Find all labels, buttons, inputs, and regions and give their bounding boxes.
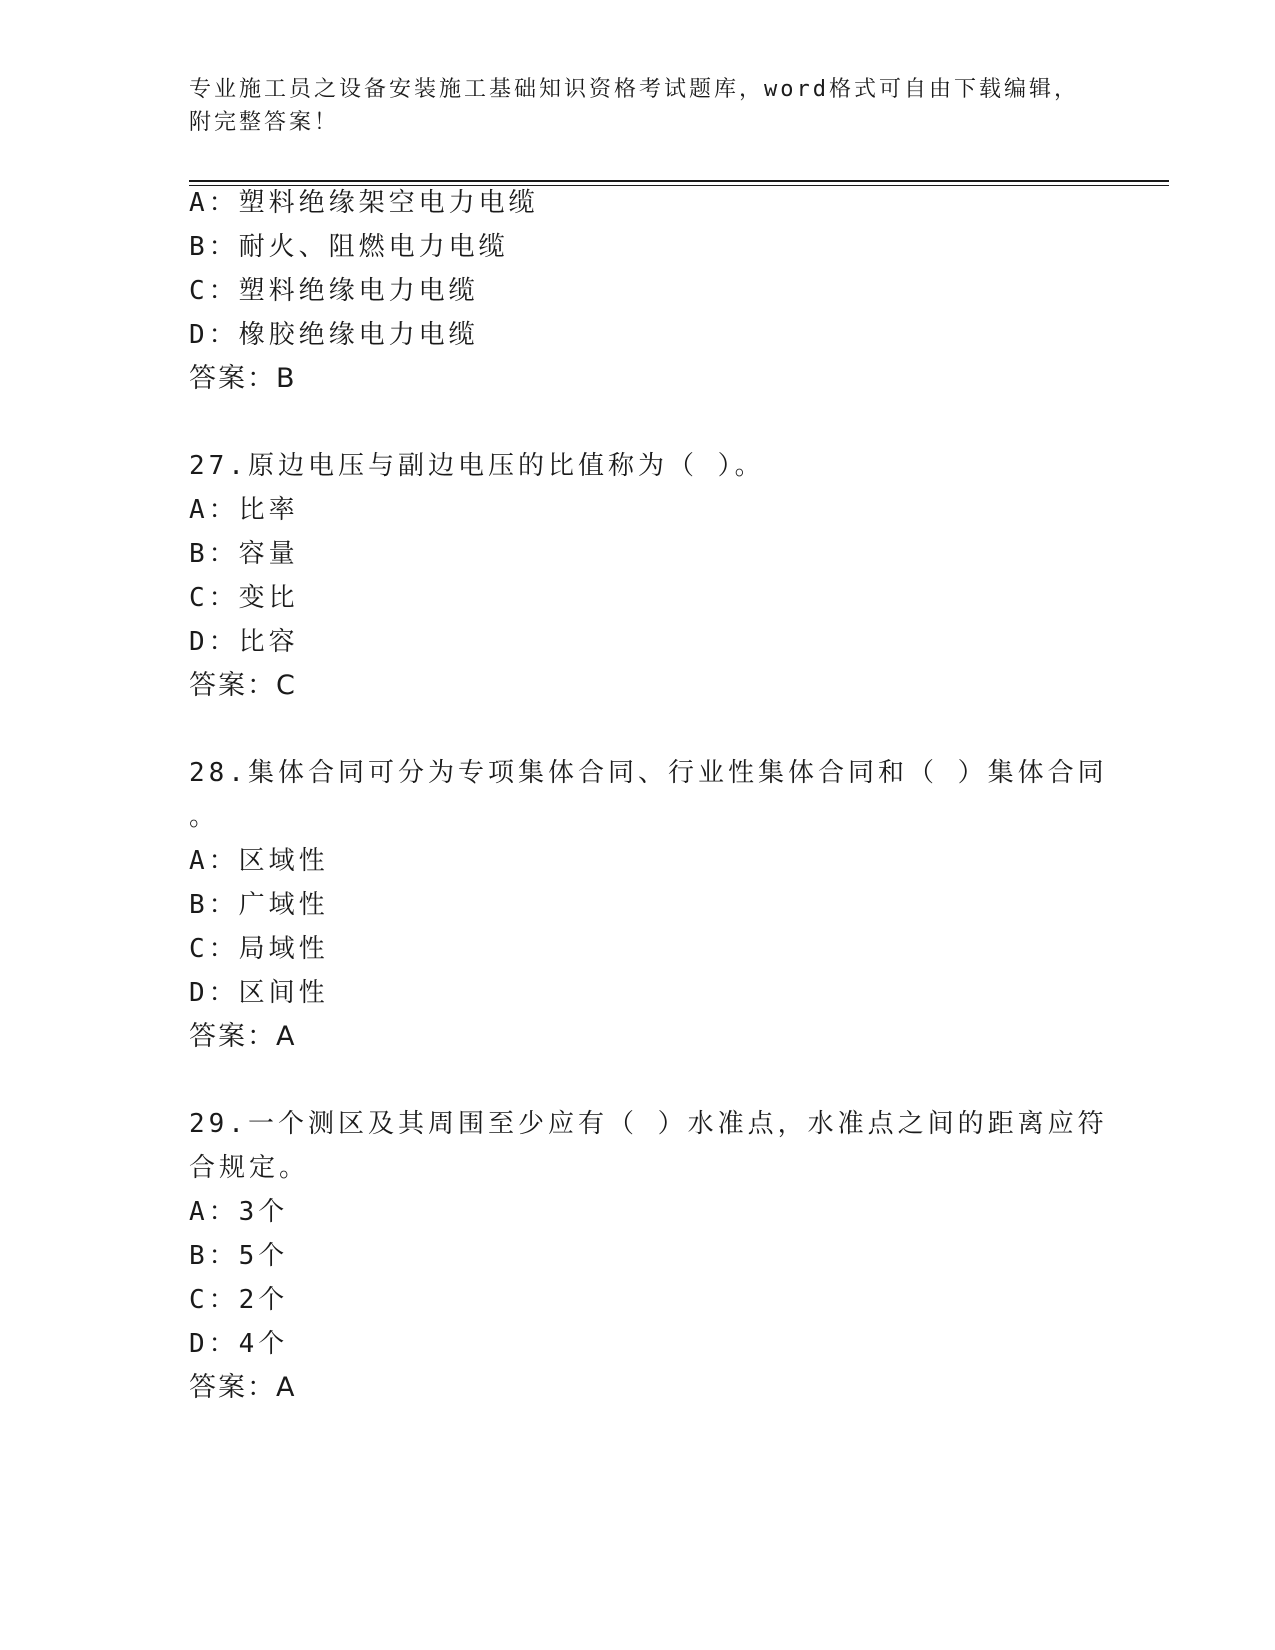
- q26-answer: 答案：B: [189, 363, 297, 394]
- q29-option-a: A：3个: [189, 1197, 289, 1227]
- q27-option-a: A：比率: [189, 495, 299, 525]
- header-line-1: 专业施工员之设备安装施工基础知识资格考试题库，word格式可自由下载编辑，: [189, 77, 1079, 102]
- q27-answer: 答案：C: [189, 670, 297, 701]
- q28-option-d: D：区间性: [189, 978, 329, 1008]
- q29-question-line-2: 合规定。: [189, 1153, 310, 1183]
- q27-option-d: D：比容: [189, 627, 299, 657]
- q26-option-d: D：橡胶绝缘电力电缆: [189, 320, 479, 350]
- q27-question: 27.原边电压与副边电压的比值称为（ ）。: [189, 451, 765, 481]
- q26-option-b: B：耐火、阻燃电力电缆: [189, 232, 509, 262]
- q29-answer: 答案：A: [189, 1372, 297, 1403]
- q28-question-line-2: 。: [189, 802, 220, 832]
- q28-option-c: C：局域性: [189, 934, 329, 964]
- q28-option-a: A：区域性: [189, 846, 329, 876]
- q27-option-c: C：变比: [189, 583, 299, 613]
- q29-option-d: D：4个: [189, 1329, 289, 1359]
- q28-option-b: B：广域性: [189, 890, 329, 920]
- header-divider-thick: [189, 180, 1169, 182]
- header-line-2: 附完整答案！: [189, 110, 340, 135]
- document-header: [189, 73, 1169, 139]
- q29-question-line-1: 29.一个测区及其周围至少应有（ ）水准点，水准点之间的距离应符: [189, 1109, 1108, 1139]
- q29-option-c: C：2个: [189, 1285, 289, 1315]
- q28-answer: 答案：A: [189, 1021, 297, 1052]
- q29-option-b: B：5个: [189, 1241, 289, 1271]
- q26-option-c: C：塑料绝缘电力电缆: [189, 276, 479, 306]
- q26-option-a: A：塑料绝缘架空电力电缆: [189, 188, 539, 218]
- q27-option-b: B：容量: [189, 539, 299, 569]
- q28-question-line-1: 28.集体合同可分为专项集体合同、行业性集体合同和（ ）集体合同: [189, 758, 1108, 788]
